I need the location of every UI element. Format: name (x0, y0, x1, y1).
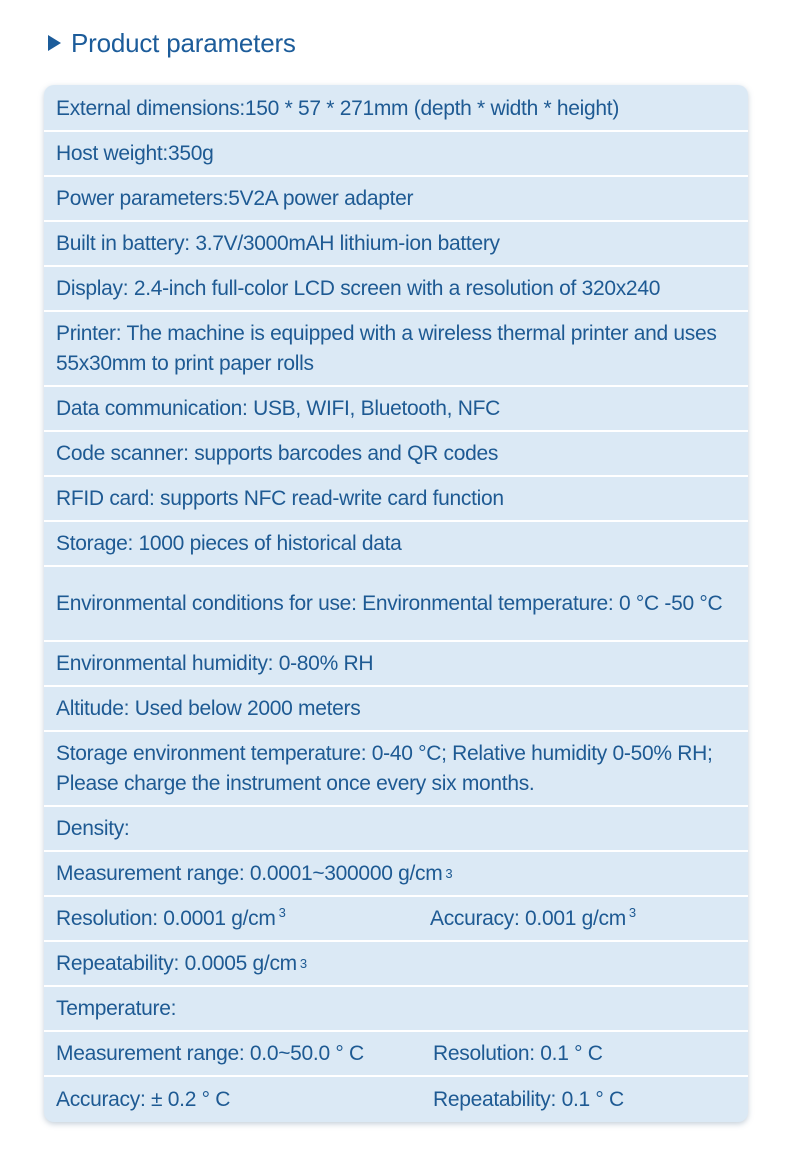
row-data-communication (44, 387, 748, 432)
row-text: Altitude: Used below 2000 meters (56, 696, 361, 720)
temp-accuracy: Accuracy: ± 0.2 ° C (56, 1087, 231, 1111)
row-code-scanner (44, 432, 748, 477)
row-density-resolution-accuracy (44, 897, 748, 942)
row-text: Display: 2.4-inch full-color LCD screen with a resolution of 320x240 (56, 276, 661, 300)
row-storage-env (44, 732, 748, 807)
row-temp-range-resolution (44, 1032, 748, 1077)
row-text: Accuracy: 0.001 g/cm (430, 906, 626, 930)
row-printer (44, 312, 748, 387)
section-title: Product parameters (71, 27, 296, 58)
triangle-right-icon (48, 35, 61, 51)
temp-resolution: Resolution: 0.1 ° C (433, 1041, 603, 1065)
superscript: 3 (628, 904, 636, 920)
row-text: Power parameters:5V2A power adapter (56, 186, 414, 210)
row-power (44, 177, 748, 222)
row-density-heading (44, 807, 748, 852)
row-text: Repeatability: 0.0005 g/cm (56, 951, 297, 975)
row-text: Printer: The machine is equipped with a wireless thermal printer and uses 55x30mm to print paper rolls (56, 321, 717, 375)
row-text: Host weight:350g (56, 141, 214, 165)
row-text: Measurement range: 0.0001~300000 g/cm (56, 861, 443, 885)
row-battery (44, 222, 748, 267)
superscript: 3 (278, 904, 286, 920)
row-host-weight (44, 132, 748, 177)
row-density-range: Measurement range: 0.0001~300000 g/cm 3 (44, 852, 748, 897)
row-text: Resolution: 0.0001 g/cm (56, 906, 276, 930)
temp-range: Measurement range: 0.0~50.0 ° C (56, 1041, 364, 1065)
density-accuracy (430, 904, 636, 934)
row-storage (44, 522, 748, 567)
row-text: Density: (56, 816, 130, 840)
row-text: Data communication: USB, WIFI, Bluetooth, NFC (56, 396, 500, 420)
row-density-repeatability: Repeatability: 0.0005 g/cm 3 (44, 942, 748, 987)
row-text: Storage: 1000 pieces of historical data (56, 531, 402, 555)
row-temp-accuracy-repeatability (44, 1077, 748, 1122)
row-text: Temperature: (56, 996, 177, 1020)
row-text: Built in battery: 3.7V/3000mAH lithium-ion battery (56, 231, 500, 255)
parameters-table (44, 85, 748, 1122)
section-header (48, 25, 296, 61)
row-text: RFID card: supports NFC read-write card function (56, 486, 504, 510)
row-text: Code scanner: supports barcodes and QR codes (56, 441, 499, 465)
row-altitude (44, 687, 748, 732)
temp-repeatability: Repeatability: 0.1 ° C (433, 1087, 624, 1111)
row-text: Environmental humidity: 0-80% RH (56, 651, 374, 675)
row-temperature-heading (44, 987, 748, 1032)
density-resolution (56, 904, 430, 934)
row-rfid (44, 477, 748, 522)
row-external-dimensions (44, 87, 748, 132)
row-text: Environmental conditions for use: Environmental temperature: 0 °C -50 °C (56, 591, 723, 615)
row-display (44, 267, 748, 312)
row-env-conditions (44, 567, 748, 642)
row-env-humidity (44, 642, 748, 687)
row-text: Storage environment temperature: 0-40 °C; Relative humidity 0-50% RH; Please charge the instrument once every six months. (56, 741, 713, 795)
row-text: External dimensions:150 * 57 * 271mm (depth * width * height) (56, 96, 620, 120)
